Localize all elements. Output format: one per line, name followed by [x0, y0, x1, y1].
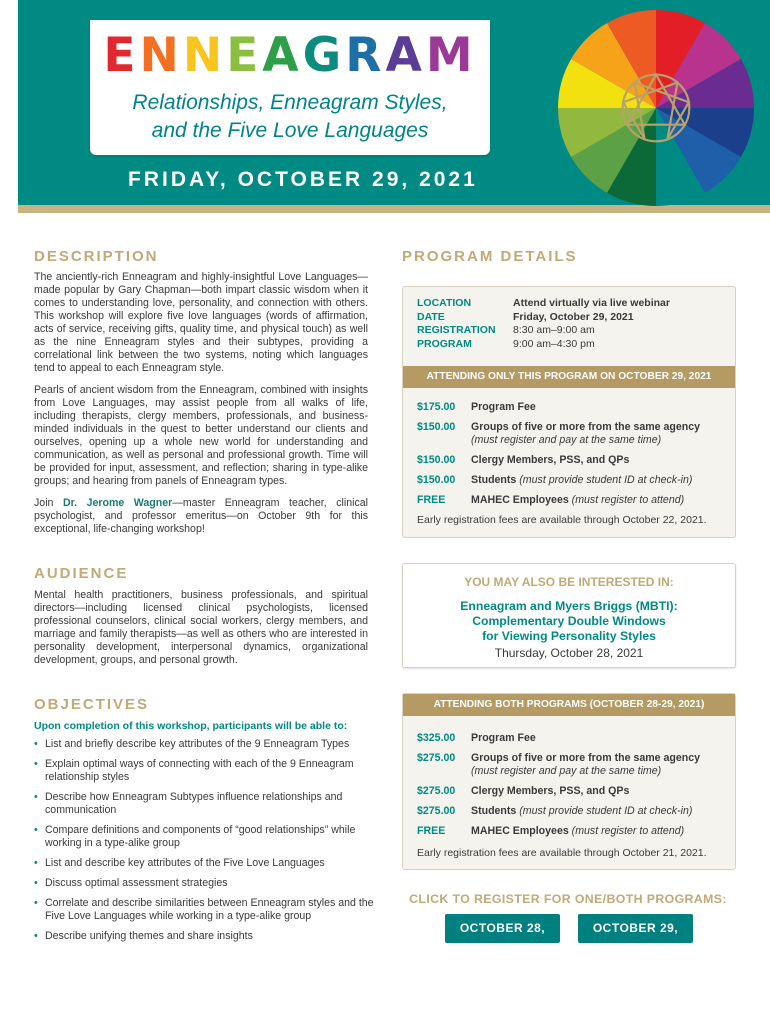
fee-label: Students	[471, 805, 517, 817]
fee-description	[471, 805, 731, 818]
fee-amount: $325.00	[417, 732, 456, 744]
fee-amount: $150.00	[417, 421, 456, 433]
fee-amount: $150.00	[417, 454, 456, 466]
fee-description	[471, 825, 731, 838]
subtitle-line-1: Relationships, Enneagram Styles,	[132, 91, 448, 114]
fee-description	[471, 752, 731, 778]
fee-label: Students	[471, 474, 517, 486]
subtitle-line-2: and the Five Love Languages	[151, 119, 429, 142]
fee-note: (must register and pay at the same time)	[471, 765, 662, 777]
fee-label: Groups of five or more from the same agency	[471, 752, 701, 764]
related-heading: YOU MAY ALSO BE INTERESTED IN:	[464, 575, 674, 589]
audience-text: Mental health practitioners, business professionals, and spiritual directors—including licensed clinical psychologists, licensed professional counselors, clinical social workers, clergy members, and marriage and family therapists—as well as others who are interested in personality development, interpersonal dynamics, organizational development, groups, and personal growth.	[34, 589, 368, 666]
program-info-label: PROGRAM	[417, 337, 472, 350]
both-early-note: Early registration fees are available through October 21, 2021.	[417, 847, 707, 859]
brand-title	[90, 30, 490, 82]
only-program-bar: ATTENDING ONLY THIS PROGRAM ON OCTOBER 29, 2021	[403, 366, 735, 388]
objective-item: • List and briefly describe key attributes of the 9 Enneagram Types	[34, 738, 374, 751]
objective-item: • Explain optimal ways of connecting with each of the 9 Enneagram relationship styles	[34, 758, 374, 784]
enneagram-wheel-logo	[558, 10, 754, 206]
only-early-note: Early registration fees are available through October 22, 2021.	[417, 514, 707, 526]
related-title[interactable]	[403, 599, 735, 644]
fee-description	[471, 732, 731, 745]
fee-amount: FREE	[417, 494, 446, 506]
objectives-heading: OBJECTIVES	[34, 696, 150, 713]
objectives-intro: Upon completion of this workshop, participants will be able to:	[34, 720, 348, 732]
fee-label: Clergy Members, PSS, and QPs	[471, 454, 630, 466]
description-heading: DESCRIPTION	[34, 248, 159, 265]
fee-description	[471, 454, 731, 467]
header-rule	[18, 205, 770, 213]
related-title-line-1: Enneagram and Myers Briggs (MBTI):	[460, 599, 678, 613]
program-info-value: Friday, October 29, 2021	[513, 310, 634, 323]
fee-description	[471, 474, 731, 487]
objective-item: • Discuss optimal assessment strategies	[34, 877, 374, 890]
program-details-heading: PROGRAM DETAILS	[402, 248, 578, 265]
fee-qualifier: (must register to attend)	[568, 825, 685, 837]
objective-item: • Correlate and describe similarities between Enneagram styles and the Five Love Languages while working in a type-alike group	[34, 897, 374, 923]
register-oct-29-button[interactable]: OCTOBER 29, 2021	[578, 914, 693, 943]
title-card	[90, 20, 490, 155]
objective-item: • List and describe key attributes of the Five Love Languages	[34, 857, 374, 870]
fee-description	[471, 494, 731, 507]
objective-item: • Compare definitions and components of “good relationships” while working in a type-alike group	[34, 824, 374, 850]
fee-label: Groups of five or more from the same agency	[471, 421, 701, 433]
event-date: FRIDAY, OCTOBER 29, 2021	[128, 168, 478, 191]
fee-qualifier: (must provide student ID at check-in)	[516, 805, 693, 817]
brand-letter: R	[345, 28, 386, 83]
brand-letter: N	[182, 28, 227, 83]
objective-item: • Describe unifying themes and share insights	[34, 930, 374, 943]
program-info-label: DATE	[417, 310, 445, 323]
brand-letter: E	[103, 28, 140, 83]
fee-amount: $275.00	[417, 752, 456, 764]
description-paragraph-3	[34, 497, 368, 536]
fee-label: Program Fee	[471, 732, 536, 744]
brand-letter: N	[139, 28, 183, 83]
register-oct-28-button[interactable]: OCTOBER 28, 2021	[445, 914, 560, 943]
brand-letter: G	[302, 28, 346, 83]
fee-label: MAHEC Employees	[471, 825, 569, 837]
register-heading: CLICK TO REGISTER FOR ONE/BOTH PROGRAMS:	[409, 892, 727, 906]
fee-amount: $275.00	[417, 785, 456, 797]
fee-description	[471, 785, 731, 798]
program-info-value: 9:00 am–4:30 pm	[513, 337, 595, 350]
description-paragraph-2: Pearls of ancient wisdom from the Enneagram, combined with insights from Love Languages, may assist people from all walks of life, including therapists, clergy members, professionals, and business-minded individuals in the quest to better understand our clients and ourselves, opening up a whole new world for understanding and communication, as well as personal and professional growth. Time will be provided for input, assessment, and reflection; sharing in type-alike groups; and hearing from panels of Enneagram types.	[34, 384, 368, 487]
related-title-line-3: for Viewing Personality Styles	[482, 629, 656, 643]
brand-letter: A	[262, 28, 303, 83]
program-info-label: REGISTRATION	[417, 324, 496, 336]
paragraph-suffix: —master Enneagram teacher, clinical psychologist, and professor emeritus—on October 9th for this exceptional, life-changing workshop!	[34, 497, 368, 535]
brand-letter: M	[425, 28, 477, 83]
fee-note: (must register and pay at the same time)	[471, 434, 662, 446]
brand-letter: A	[385, 28, 426, 83]
program-info-label: LOCATION	[417, 297, 472, 309]
objective-item: • Describe how Enneagram Subtypes influence relationships and communication	[34, 791, 374, 817]
both-programs-bar: ATTENDING BOTH PROGRAMS (OCTOBER 28-29, 2021)	[403, 694, 735, 716]
audience-heading: AUDIENCE	[34, 565, 129, 582]
brand-letter: E	[226, 28, 263, 83]
presenter-name: Dr. Jerome Wagner	[62, 497, 173, 509]
program-info-value: Attend virtually via live webinar	[513, 297, 670, 309]
program-info-value: 8:30 am–9:00 am	[513, 324, 595, 336]
related-program-card[interactable]	[402, 563, 736, 668]
fee-amount: $275.00	[417, 805, 456, 817]
related-title-line-2: Complementary Double Windows	[472, 614, 666, 628]
fee-label: Clergy Members, PSS, and QPs	[471, 785, 630, 797]
objectives-list	[34, 738, 374, 950]
fee-description	[471, 401, 731, 414]
fee-label: MAHEC Employees	[471, 494, 569, 506]
fee-amount: FREE	[417, 825, 446, 837]
paragraph-prefix: Join	[34, 497, 63, 509]
description-paragraph-1: The anciently-rich Enneagram and highly-insightful Love Languages—made popular by Gary Chapman—both impart classic wisdom when it comes to understanding love, personality, and connection with others. This workshop will explore five love languages (words of affirmation, acts of service, receiving gifts, quality time, and physical touch) as well as the nine Enneagram styles and their subtypes, providing a correlational link between the two systems, noting which languages tend to appeal to each Enneagram style.	[34, 271, 368, 374]
fee-qualifier: (must register to attend)	[568, 494, 685, 506]
fee-amount: $175.00	[417, 401, 456, 413]
fee-amount: $150.00	[417, 474, 456, 486]
fee-description	[471, 421, 731, 447]
related-date: Thursday, October 28, 2021	[494, 646, 644, 660]
both-programs-box	[402, 693, 736, 870]
program-details-box	[402, 286, 736, 538]
fee-label: Program Fee	[471, 401, 536, 413]
fee-qualifier: (must provide student ID at check-in)	[516, 474, 693, 486]
